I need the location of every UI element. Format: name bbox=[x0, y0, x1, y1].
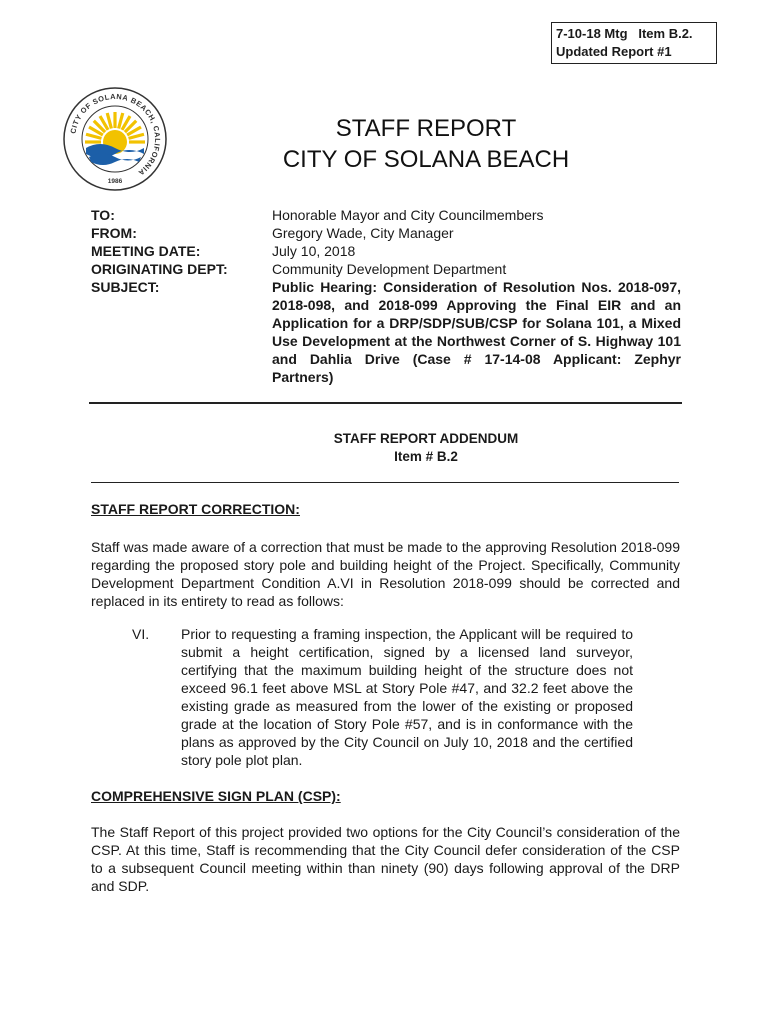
sun-ray bbox=[86, 134, 101, 138]
meeting-date-label: MEETING DATE: bbox=[91, 243, 201, 259]
memo-header bbox=[91, 206, 681, 386]
csp-heading: COMPREHENSIVE SIGN PLAN (CSP): bbox=[91, 788, 341, 804]
clause-number: VI. bbox=[132, 626, 150, 642]
header-divider bbox=[89, 402, 682, 404]
meeting-date-value: July 10, 2018 bbox=[272, 243, 356, 259]
addendum-item: Item # B.2 bbox=[394, 449, 458, 464]
to-label: TO: bbox=[91, 207, 115, 223]
addendum-title: STAFF REPORT ADDENDUM bbox=[333, 431, 519, 446]
title-line1: STAFF REPORT bbox=[335, 115, 517, 142]
addendum-divider bbox=[91, 482, 679, 483]
memo-to-row bbox=[91, 206, 681, 224]
memo-dept-row bbox=[91, 260, 681, 278]
from-value: Gregory Wade, City Manager bbox=[272, 225, 454, 241]
sun-ray bbox=[119, 113, 123, 128]
report-title bbox=[240, 113, 612, 175]
seal-year: 1986 bbox=[107, 178, 123, 185]
condition-clause bbox=[132, 625, 633, 769]
item-tag-line1: 7-10-18 Mtg Item B.2. bbox=[556, 26, 693, 41]
originating-dept-label: ORIGINATING DEPT: bbox=[91, 261, 228, 277]
csp-paragraph: The Staff Report of this project provided two options for the City Council’s consideration of the CSP. At this time, Staff is recommending that the City Council defer consideration of the CSP to a subsequent Council meeting within than ninety (90) days following approval of the DRP and SDP. bbox=[91, 824, 680, 894]
to-value: Honorable Mayor and City Councilmembers bbox=[272, 207, 544, 223]
city-seal-logo bbox=[62, 86, 168, 192]
item-tag-box bbox=[551, 22, 717, 64]
sun-ray bbox=[107, 113, 111, 128]
from-label: FROM: bbox=[91, 225, 137, 241]
subject-label: SUBJECT: bbox=[91, 279, 160, 295]
seal-ring-text: CITY OF SOLANA BEACH, CALIFORNIA bbox=[68, 91, 163, 178]
correction-paragraph: Staff was made aware of a correction that must be made to the approving Resolution 2018-099 regarding the proposed story pole and building height of the Project. Specifically, Community Development Department Condition A.VI in Resolution 2018-099 should be corrected and replaced in its entirety to read as follows: bbox=[91, 539, 680, 609]
memo-meeting-row bbox=[91, 242, 681, 260]
memo-from-row bbox=[91, 224, 681, 242]
addendum-heading bbox=[240, 430, 612, 466]
sun-ray bbox=[129, 134, 144, 138]
memo-subject-row bbox=[91, 278, 681, 386]
subject-value: Public Hearing: Consideration of Resolution Nos. 2018-097, 2018-098, and 2018-099 Approving the Final EIR and an Application for a DRP/SDP/SUB/CSP for Solana 101, a Mixed Use Development at the Northwest Corner of S. Highway 101 and Dahlia Drive (Case # 17-14-08 Applicant: Zephyr Partners) bbox=[272, 279, 681, 385]
clause-text: Prior to requesting a framing inspection, the Applicant will be required to submit a height certification, signed by a licensed land surveyor, certifying that the maximum building height of the structure does not exceed 96.1 feet above MSL at Story Pole #47, and 32.2 feet above the existing grade as measured from the lower of the existing or proposed grade at the location of Story Pole #57, and is in conformance with the plans as approved by the City Council on July 10, 2018 and the certified story pole plot plan. bbox=[181, 626, 633, 768]
correction-heading: STAFF REPORT CORRECTION: bbox=[91, 501, 300, 517]
item-tag-line2: Updated Report #1 bbox=[556, 44, 672, 59]
title-line2: CITY OF SOLANA BEACH bbox=[282, 146, 570, 173]
originating-dept-value: Community Development Department bbox=[272, 261, 507, 277]
